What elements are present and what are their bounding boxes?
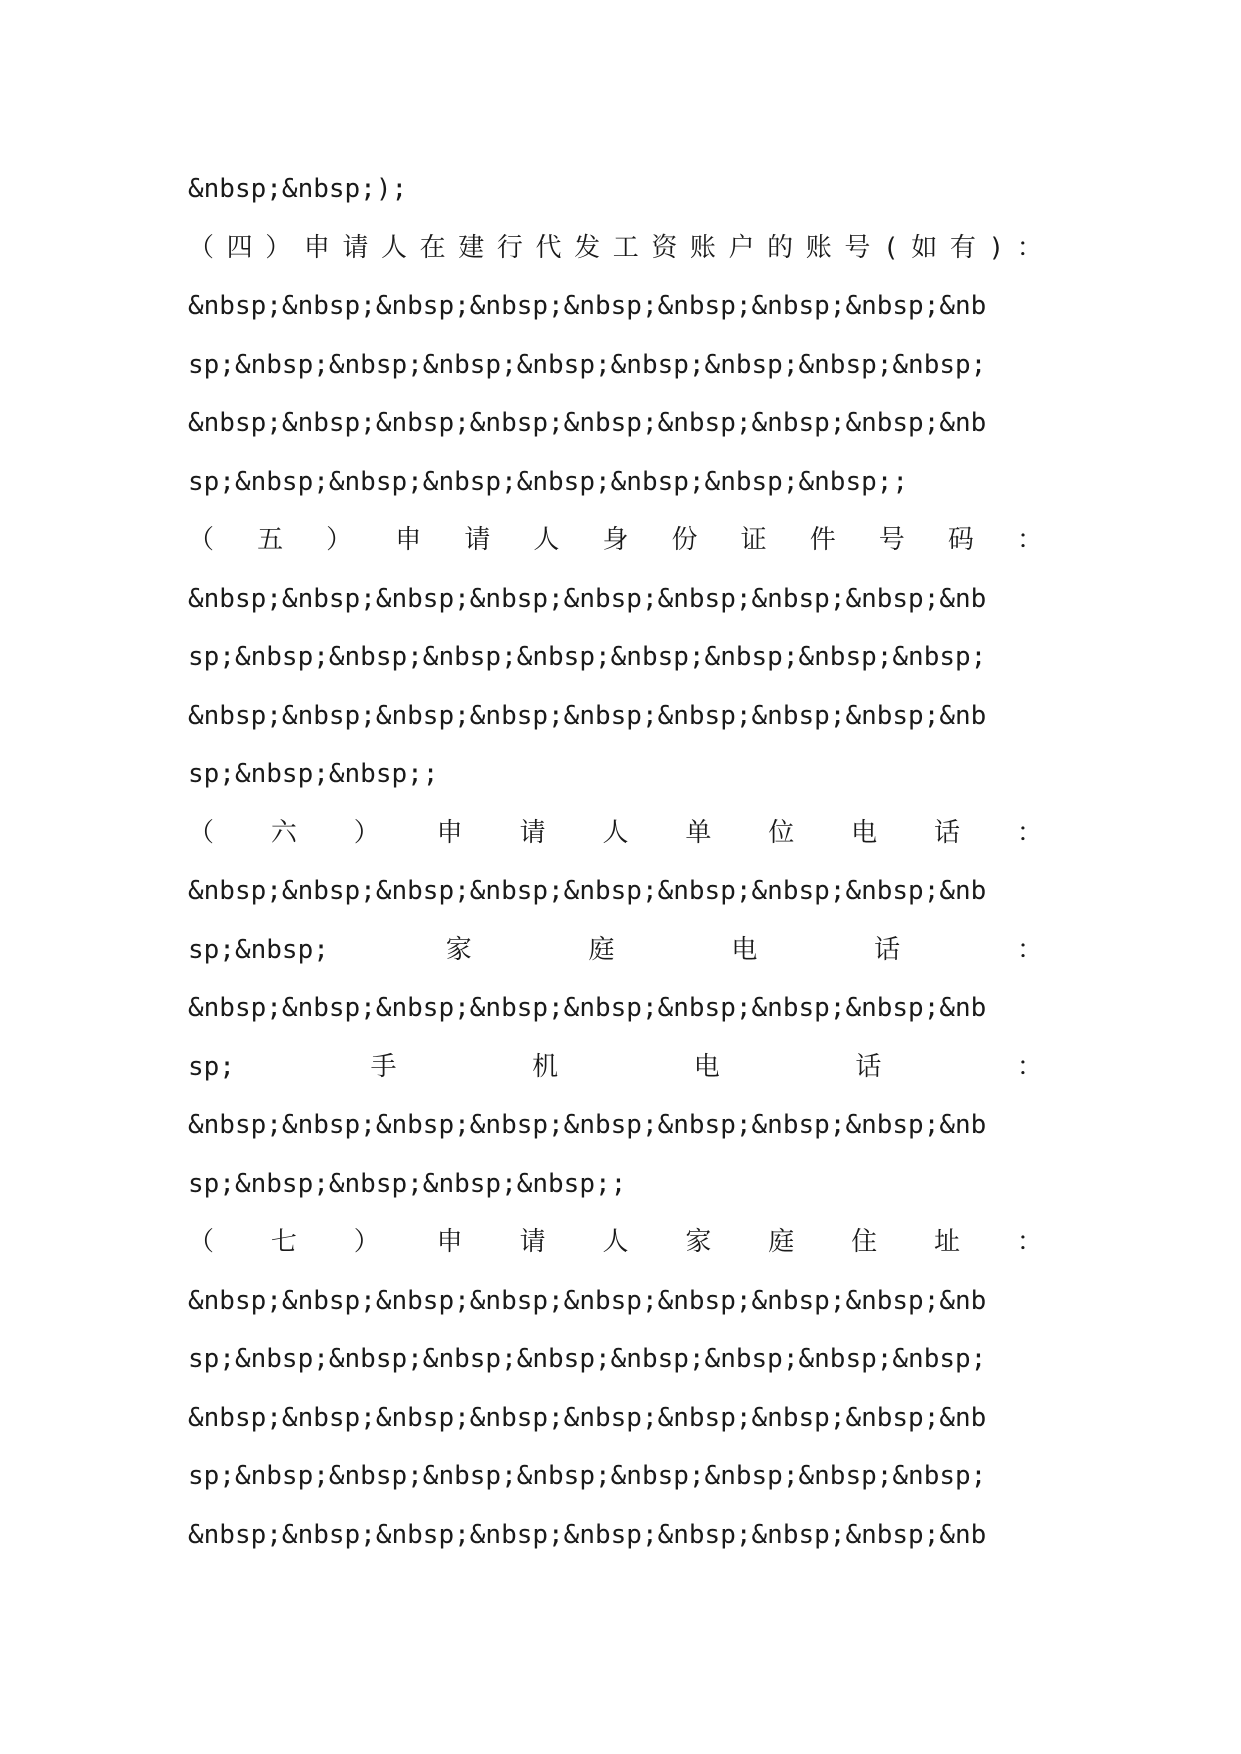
text-glyph: 有 [949, 232, 976, 263]
text-glyph: 四 [226, 232, 253, 263]
text-glyph: 家 [445, 934, 472, 965]
text-glyph: ： [1016, 525, 1043, 555]
text-glyph: 庭 [588, 934, 615, 965]
text-glyph: 码 [947, 525, 974, 555]
text-glyph: 在 [419, 232, 446, 263]
text-line: sp;&nbsp;&nbsp;; [188, 759, 439, 789]
text-line: &nbsp;&nbsp;&nbsp;&nbsp;&nbsp;&nbsp;&nbsp;&nbsp;&nb [188, 993, 987, 1023]
text-line: &nbsp;&nbsp;); [188, 174, 408, 204]
text-glyph: 家 [685, 1227, 712, 1257]
text-glyph: 请 [519, 1227, 546, 1257]
text-line [188, 219, 1043, 278]
text-glyph: 申 [436, 817, 463, 848]
text-glyph: 建 [458, 232, 485, 263]
text-glyph: 账 [689, 232, 716, 263]
text-glyph: 请 [519, 817, 546, 848]
text-line: sp;&nbsp;&nbsp;&nbsp;&nbsp;; [188, 1168, 627, 1199]
text-line: &nbsp;&nbsp;&nbsp;&nbsp;&nbsp;&nbsp;&nbsp;&nbsp;&nb [188, 291, 987, 321]
text-glyph: （ [188, 1227, 215, 1257]
text-glyph: ： [1016, 232, 1043, 263]
text-line: sp;&nbsp;&nbsp;&nbsp;&nbsp;&nbsp;&nbsp;&nbsp;&nbsp; [188, 642, 987, 672]
text-glyph: 机 [532, 1051, 559, 1082]
text-glyph: 电 [851, 817, 878, 848]
text-glyph: 请 [464, 525, 491, 555]
text-glyph: 件 [809, 525, 836, 555]
text-glyph: 如 [911, 232, 938, 263]
text-line: &nbsp;&nbsp;&nbsp;&nbsp;&nbsp;&nbsp;&nbsp;&nbsp;&nb [188, 1402, 987, 1433]
text-glyph: 发 [574, 232, 601, 263]
text-glyph: 份 [671, 525, 698, 555]
text-line [188, 511, 1043, 570]
text-glyph: 六 [270, 817, 297, 848]
text-glyph: 身 [602, 525, 629, 555]
document-body [188, 160, 1043, 1564]
text-line: &nbsp;&nbsp;&nbsp;&nbsp;&nbsp;&nbsp;&nbsp;&nbsp;&nb [188, 700, 987, 731]
text-glyph: 账 [805, 232, 832, 263]
text-glyph: 证 [740, 525, 767, 555]
text-glyph: ） [326, 525, 353, 555]
text-glyph: 代 [535, 232, 562, 263]
text-glyph: 人 [602, 1227, 629, 1257]
text-line: sp;&nbsp;&nbsp;&nbsp;&nbsp;&nbsp;&nbsp;&nbsp;&nbsp; [188, 349, 987, 380]
text-glyph: 庭 [768, 1227, 795, 1257]
text-glyph: 号 [878, 525, 905, 555]
text-glyph: 七 [270, 1227, 297, 1257]
text-glyph: ） [353, 817, 380, 848]
text-line [188, 1038, 1043, 1097]
text-glyph: 申 [395, 525, 422, 555]
text-glyph: 话 [874, 934, 901, 965]
text-glyph: ) [988, 232, 1005, 263]
text-line: &nbsp;&nbsp;&nbsp;&nbsp;&nbsp;&nbsp;&nbsp;&nbsp;&nb [188, 583, 987, 614]
text-glyph: ： [1016, 817, 1043, 848]
text-line: sp;&nbsp;&nbsp;&nbsp;&nbsp;&nbsp;&nbsp;&nbsp;&nbsp; [188, 1344, 987, 1374]
text-glyph: 话 [855, 1051, 882, 1082]
text-glyph: 工 [612, 232, 639, 263]
text-glyph: 户 [728, 232, 755, 263]
text-glyph: 单 [685, 817, 712, 848]
text-line [188, 1213, 1043, 1272]
text-line: &nbsp;&nbsp;&nbsp;&nbsp;&nbsp;&nbsp;&nbsp;&nbsp;&nb [188, 408, 987, 438]
text-glyph: 五 [257, 525, 284, 555]
text-glyph: 手 [370, 1051, 397, 1082]
text-glyph: 请 [342, 232, 369, 263]
text-glyph: sp; [188, 1051, 235, 1082]
text-glyph: 号 [844, 232, 871, 263]
text-glyph: ） [353, 1227, 380, 1257]
text-glyph: 人 [602, 817, 629, 848]
text-glyph: 住 [851, 1227, 878, 1257]
text-glyph: ( [882, 232, 899, 263]
text-glyph: 电 [731, 934, 758, 965]
text-glyph: 址 [934, 1227, 961, 1257]
text-glyph: （ [188, 232, 215, 263]
text-line: &nbsp;&nbsp;&nbsp;&nbsp;&nbsp;&nbsp;&nbsp;&nbsp;&nb [188, 1285, 987, 1316]
text-line: &nbsp;&nbsp;&nbsp;&nbsp;&nbsp;&nbsp;&nbsp;&nbsp;&nb [188, 1519, 987, 1550]
text-glyph: 位 [768, 817, 795, 848]
text-glyph: sp;&nbsp; [188, 934, 329, 965]
text-glyph: 申 [303, 232, 330, 263]
text-glyph: 行 [496, 232, 523, 263]
text-glyph: 资 [651, 232, 678, 263]
text-glyph: 的 [767, 232, 794, 263]
text-line: sp;&nbsp;&nbsp;&nbsp;&nbsp;&nbsp;&nbsp;&nbsp;&nbsp; [188, 1461, 987, 1491]
text-glyph: ： [1016, 1051, 1043, 1082]
text-glyph: 话 [934, 817, 961, 848]
text-line: &nbsp;&nbsp;&nbsp;&nbsp;&nbsp;&nbsp;&nbsp;&nbsp;&nb [188, 876, 987, 906]
text-glyph: 人 [381, 232, 408, 263]
text-line [188, 921, 1043, 980]
text-glyph: 申 [436, 1227, 463, 1257]
text-line: &nbsp;&nbsp;&nbsp;&nbsp;&nbsp;&nbsp;&nbsp;&nbsp;&nb [188, 1110, 987, 1140]
text-line: sp;&nbsp;&nbsp;&nbsp;&nbsp;&nbsp;&nbsp;&nbsp;; [188, 466, 909, 497]
text-glyph: （ [188, 525, 215, 555]
text-glyph: 电 [693, 1051, 720, 1082]
text-glyph: 人 [533, 525, 560, 555]
text-glyph: ： [1016, 934, 1043, 965]
text-line [188, 804, 1043, 863]
text-glyph: （ [188, 817, 215, 848]
text-glyph: ） [265, 232, 292, 263]
text-glyph: ： [1016, 1227, 1043, 1257]
